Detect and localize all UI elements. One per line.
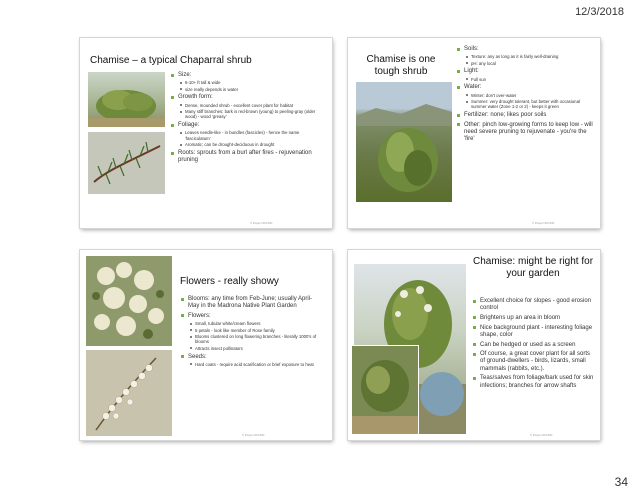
slide-footer: © Project SOUND (250, 221, 273, 225)
list-item: Flowers: Small, tubular white/cream flowers 5 petals - look like member of Rose family Blooms clustered on long flowering branches - literally 1000's of blooms Attracts insect pollinators (180, 313, 322, 351)
sub-item: Hard coats - require acid scarification or brief exposure to heat (188, 362, 322, 367)
sub-item: Texture: any as long as it is fairly well-draining (464, 54, 594, 59)
sub-item: Winter: don't over-water (464, 93, 594, 98)
flowering-branch-photo (86, 350, 172, 436)
bullet-list (456, 46, 594, 146)
sub-item: Aromatic; can be drought-deciduous in drought (178, 142, 322, 147)
shrub-photo (88, 72, 165, 127)
flower-cluster-photo (86, 256, 172, 346)
sub-item: Many stiff branches; bark is red-brown (young) to peeling-gray (older wood) - wood 'greasy' (178, 109, 322, 120)
slide-date: 12/3/2018 (575, 6, 624, 18)
list-item: Of course, a great cover plant for all sorts of ground-dwellers - birds, lizards, small mammals (rabbits, etc.). (472, 351, 594, 373)
list-item: Seeds: Hard coats - require acid scarification or brief exposure to heat (180, 354, 322, 368)
sub-item: 5 petals - look like member of Rose family (188, 328, 322, 333)
slide-footer: © Project SOUND (532, 221, 555, 225)
sub-item: size really depends in water (178, 87, 322, 92)
list-item: Soils: Texture: any as long as it is fairly well-draining pH: any local (456, 46, 594, 66)
list-item: Light: Full sun (456, 68, 594, 82)
slide-title: Chamise – a typical Chaparral shrub (90, 55, 252, 66)
sub-item: Leaves needle-like - in bundles (fascicles) - hence the name 'fasciculatum' (178, 130, 322, 141)
list-item: Can be hedged or used as a screen (472, 342, 594, 349)
slide-footer: © Project SOUND (242, 433, 265, 437)
list-item: Roots: sprouts from a burl after fires - rejuvenation pruning (170, 150, 322, 164)
sub-item: Attracts insect pollinators (188, 346, 322, 351)
list-item: Water: Winter: don't over-water Summer: very drought tolerant, but better with occasional summer water (Zone 1-2 or 2) - keeps it green (456, 84, 594, 109)
list-item: Fertilizer: none; likes poor soils (456, 112, 594, 119)
list-item: Nice background plant - interesting foliage shape, color (472, 325, 594, 339)
list-item: Other: pinch low-growing forms to keep low - will need severe pruning to rejuvenate - you're the 'fire' (456, 122, 594, 144)
sub-item: 6-10+ ft tall & wide (178, 80, 322, 85)
sub-item: Small, tubular white/cream flowers (188, 321, 322, 326)
hillside-shrub-photo (356, 82, 452, 202)
ground-cover-photo (352, 346, 418, 434)
list-item: Growth form: Dense, mounded shrub - excellent cover plant for habitat Many stiff branches; bark is red-brown (young) to peeling-gray (older wood) - wood 'greasy' (170, 94, 322, 119)
sub-item: Summer: very drought tolerant, but better with occasional summer water (Zone 1-2 or 2) - keeps it green (464, 99, 594, 110)
slide-footer: © Project SOUND (530, 433, 553, 437)
list-item: Brightens up an area in bloom (472, 315, 594, 322)
slide-flowers (80, 250, 332, 440)
page-number: 34 (614, 475, 628, 489)
bullet-list (180, 296, 322, 370)
sub-item: Blooms clustered on long flowering branches - literally 1000's of blooms (188, 334, 322, 345)
list-item: Teas/salves from foliage/bark used for skin infections; branches for arrow shafts (472, 375, 594, 389)
slide-title: Flowers - really showy (180, 276, 279, 287)
sub-item: Dense, mounded shrub - excellent cover plant for habitat (178, 103, 322, 108)
list-item: Foliage: Leaves needle-like - in bundles (fascicles) - hence the name 'fasciculatum' Aromatic; can be drought-deciduous in drought (170, 122, 322, 147)
slide-title: Chamise: might be right for your garden (472, 256, 594, 279)
sub-item: Full sun (464, 77, 594, 82)
slide-title: Chamise is one tough shrub (366, 54, 436, 77)
bullet-list (170, 72, 322, 167)
sub-item: pH: any local (464, 61, 594, 66)
slide-garden (348, 250, 600, 440)
foliage-closeup-photo (88, 132, 165, 194)
slide-tough-shrub (348, 38, 600, 228)
list-item: Size: 6-10+ ft tall & wide size really depends in water (170, 72, 322, 92)
bullet-list (472, 298, 594, 392)
list-item: Blooms: any time from Feb-June; usually April-May in the Madrona Native Plant Garden (180, 296, 322, 310)
list-item: Excellent choice for slopes - good erosion control (472, 298, 594, 312)
slide-chamise-typical (80, 38, 332, 228)
